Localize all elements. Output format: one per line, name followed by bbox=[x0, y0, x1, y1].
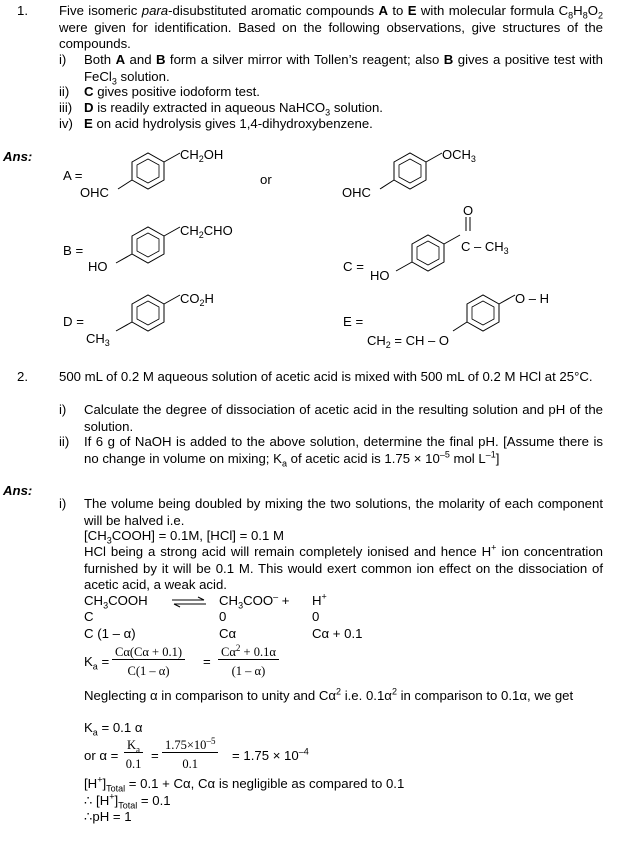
q1-number: 1. bbox=[17, 3, 28, 18]
c-oxygen: O bbox=[463, 203, 474, 218]
ka-fraction-1 bbox=[112, 645, 185, 678]
structure-c bbox=[360, 205, 550, 290]
alpha-f1-denominator: 0.1 bbox=[125, 757, 142, 771]
alpha-f1-numerator: $K_a$ bbox=[124, 738, 143, 753]
q1-obs-4-label: iv) bbox=[59, 116, 73, 131]
a2-bottom-group: OHC bbox=[342, 185, 371, 200]
eq-product-2: H+ bbox=[312, 591, 327, 608]
eq-initial-1: C bbox=[84, 609, 94, 624]
q1-obs-3-label: iii) bbox=[59, 100, 73, 115]
eq-equil-3: Cα + 0.1 bbox=[312, 626, 363, 641]
q2-number: 2. bbox=[17, 369, 28, 384]
ka-f1-numerator: Cα(Cα + 0.1) bbox=[112, 645, 185, 660]
therefore-ph: ∴pH = 1 bbox=[84, 809, 132, 824]
eq-reactant: $CH_3COOH$ bbox=[84, 593, 148, 611]
alpha-label: or α = bbox=[84, 748, 119, 763]
eq-product-1: $CH_3COO^-$ + bbox=[219, 591, 290, 611]
ka-f2-denominator: (1 – α) bbox=[231, 664, 266, 678]
q1-obs-2-label: ii) bbox=[59, 84, 70, 99]
ka-equals: = bbox=[203, 654, 211, 669]
d-top-group: $CO_2H$ bbox=[180, 291, 214, 308]
therefore-h-total: ∴ $[H^+]_{Total} = 0.1$ bbox=[84, 791, 171, 811]
or-text: or bbox=[260, 172, 272, 187]
structure-d bbox=[80, 290, 230, 350]
structure-e bbox=[367, 290, 627, 355]
q2-part-2-text: If 6 g of NaOH is added to the above solution, determine the final pH. [Assume there is no change in volume on mixing; $K_a$ of acetic acid is $1.75 \times 10^{-5}$ mol $L^{-1}$] bbox=[84, 434, 603, 469]
structure-a1 bbox=[80, 145, 230, 205]
alpha-equals: = bbox=[151, 748, 159, 763]
ans2-p1: The volume being doubled by mixing the two solutions, the molarity of each component will be halved i.e. bbox=[84, 496, 603, 528]
e-top-group: O – H bbox=[515, 291, 549, 306]
ans2-part-label: i) bbox=[59, 496, 67, 511]
a1-top-group: $CH_2OH$ bbox=[180, 147, 224, 164]
ans1-heading: Ans: bbox=[3, 149, 33, 164]
alpha-fraction-1 bbox=[124, 738, 143, 771]
q1-obs-4-text: E on acid hydrolysis gives 1,4-dihydroxybenzene. bbox=[84, 116, 373, 131]
ka-simple: $K_a = 0.1$ α bbox=[84, 720, 143, 738]
a2-top-group: $OCH_3$ bbox=[442, 147, 476, 164]
q2-part-1-label: i) bbox=[59, 402, 67, 417]
ans2-heading: Ans: bbox=[3, 483, 33, 498]
label-a: A = bbox=[63, 168, 83, 183]
ka-f1-denominator: C(1 – α) bbox=[127, 664, 170, 678]
q2-part-2-label: ii) bbox=[59, 434, 70, 449]
c-bottom-group: HO bbox=[370, 268, 390, 283]
ka-fraction-2 bbox=[218, 642, 279, 678]
equilibrium-arrow-icon bbox=[172, 597, 206, 607]
label-e: E = bbox=[343, 314, 364, 329]
q1-obs-1-text: Both A and B form a silver mirror with Tollen’s reagent; also B gives a positive test with FeCl$_3$ solution. bbox=[84, 52, 603, 87]
ans2-p2: HCl being a strong acid will remain completely ionised and hence H+ ion concentration furnished by it will be 0.1 M. This would exert common ion effect on the dissociation of acetic acid, a weak acid. bbox=[84, 542, 603, 592]
eq-initial-3: 0 bbox=[312, 609, 320, 624]
b-top-group: $CH_2CHO$ bbox=[180, 223, 233, 240]
label-b: B = bbox=[63, 243, 84, 258]
alpha-f2-denominator: 0.1 bbox=[182, 757, 199, 771]
h-total-line: $[H^+]_{Total} = 0.1 + C\alpha$, Cα is negligible as compared to 0.1 bbox=[84, 774, 405, 794]
a1-bottom-group: OHC bbox=[80, 185, 109, 200]
ans2-concentrations: $[CH_3COOH] = 0.1M$, [HCl] = 0.1 M bbox=[84, 528, 284, 546]
e-bottom-group: $CH_2$ = CH – O bbox=[367, 333, 449, 350]
q2-intro: 500 mL of 0.2 M aqueous solution of acetic acid is mixed with 500 mL of 0.2 M HCl at 25°C. bbox=[59, 369, 593, 384]
label-c: C = bbox=[343, 259, 364, 274]
ka-f2-numerator: $C\alpha^2 + 0.1\alpha$ bbox=[218, 645, 279, 660]
d-bottom-group: $CH_3$ bbox=[86, 331, 110, 348]
structure-a2 bbox=[342, 145, 492, 205]
eq-initial-2: 0 bbox=[219, 609, 227, 624]
q2-part-1-text: Calculate the degree of dissociation of acetic acid in the resulting solution and pH of the solution. bbox=[84, 402, 603, 434]
alpha-result: = $1.75 \times 10^{-4}$ bbox=[232, 746, 309, 763]
structure-b bbox=[80, 222, 250, 282]
label-d: D = bbox=[63, 314, 84, 329]
q1-obs-2-text: C gives positive iodoform test. bbox=[84, 84, 260, 99]
q1-obs-3-text: D is readily extracted in aqueous NaHCO$_3$ solution. bbox=[84, 100, 383, 118]
c-top-group: C – $CH_3$ bbox=[461, 239, 509, 256]
eq-equil-2: Cα bbox=[219, 626, 237, 641]
q1-obs-1-label: i) bbox=[59, 52, 67, 67]
ans2-neglect: Neglecting α in comparison to unity and $C\alpha^2$ i.e. $0.1\alpha^2$ in comparison to 0.1α, we get bbox=[84, 686, 574, 703]
eq-equil-1: C (1 – α) bbox=[84, 626, 136, 641]
alpha-f2-numerator: $1.75\times 10^{-5}$ bbox=[162, 738, 218, 753]
b-bottom-group: HO bbox=[88, 259, 108, 274]
q1-intro: Five isomeric para-disubstituted aromatic compounds A to E with molecular formula $C_8H_8O_2$ were given for identification. Based on the following observations, give structures of the compounds. bbox=[59, 3, 603, 51]
ka-label: $K_a$ = bbox=[84, 654, 110, 672]
alpha-fraction-2 bbox=[162, 735, 218, 771]
